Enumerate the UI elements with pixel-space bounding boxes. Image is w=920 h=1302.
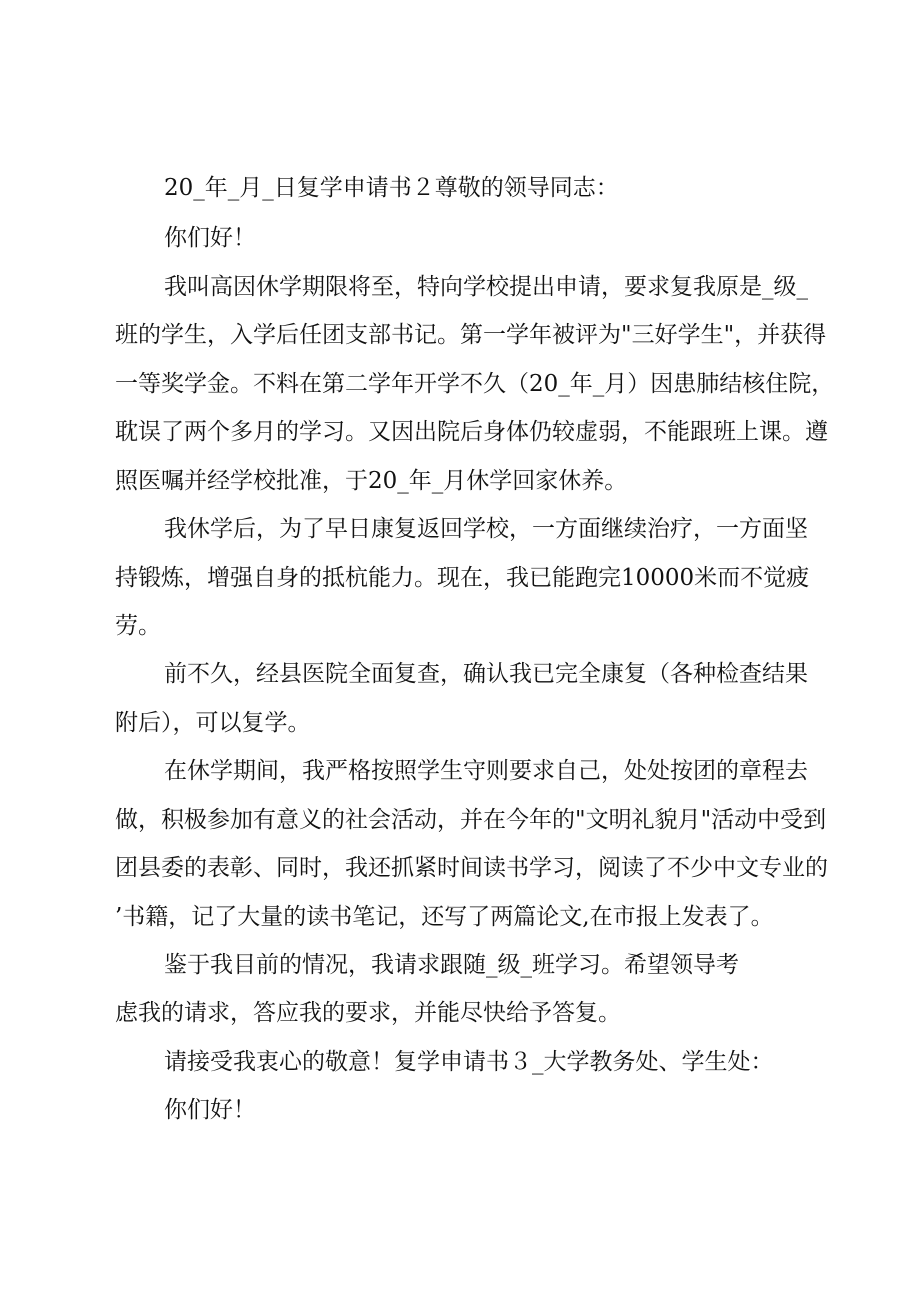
text-line: ’书籍，记了大量的读书笔记，还写了两篇论文,在市报上发表了。 [115, 904, 774, 930]
text-line: 劳。 [115, 613, 161, 639]
text-line: 虑我的请求，答应我的要求，并能尽快给予答复。 [115, 1000, 621, 1026]
text-line: 照医嘱并经学校批准，于20_年_月休学回家休养。 [115, 468, 628, 494]
text-line: 请接受我衷心的敬意！复学申请书３_大学教务处、学生处： [164, 1049, 774, 1075]
text-line: 我休学后，为了早日康复返回学校，一方面继续治疗，一方面坚 [164, 516, 808, 542]
text-line: 持锻炼，增强自身的抵杭能力。现在，我已能跑完10000米而不觉疲 [115, 565, 810, 591]
text-line: 耽误了两个多月的学习。又因出院后身体仍较虚弱，不能跟班上课。遵 [115, 419, 828, 445]
text-line: 20_年_月_日复学申请书２尊敬的领导同志： [164, 175, 619, 201]
text-line: 做，积极参加有意义的社会活动，并在今年的"文明礼貌月"活动中受到 [115, 807, 827, 833]
text-line: 班的学生，入学后任团支部书记。第一学年被评为"三好学生"，并获得 [115, 322, 827, 348]
text-line: 我叫高因休学期限将至，特向学校提出申请，要求复我原是_级_ [164, 274, 808, 300]
text-line: 前不久，经县医院全面复查，确认我已完全康复（各种检查结果 [164, 661, 808, 687]
text-line: 团县委的表彰、同时，我还抓紧时间读书学习，阅读了不少中文专业的 [115, 855, 828, 881]
text-line: 一等奖学金。不料在第二学年开学不久（20_年_月）因患肺结核住院， [115, 371, 835, 397]
text-line: 你们好！ [164, 1097, 256, 1123]
text-line: 你们好！ [164, 225, 256, 251]
text-line: 附后），可以复学。 [115, 710, 311, 736]
text-line: 鉴于我目前的情况，我请求跟随_级_班学习。希望领导考 [164, 952, 739, 978]
text-line: 在休学期间，我严格按照学生守则要求自己，处处按团的章程去 [164, 758, 808, 784]
